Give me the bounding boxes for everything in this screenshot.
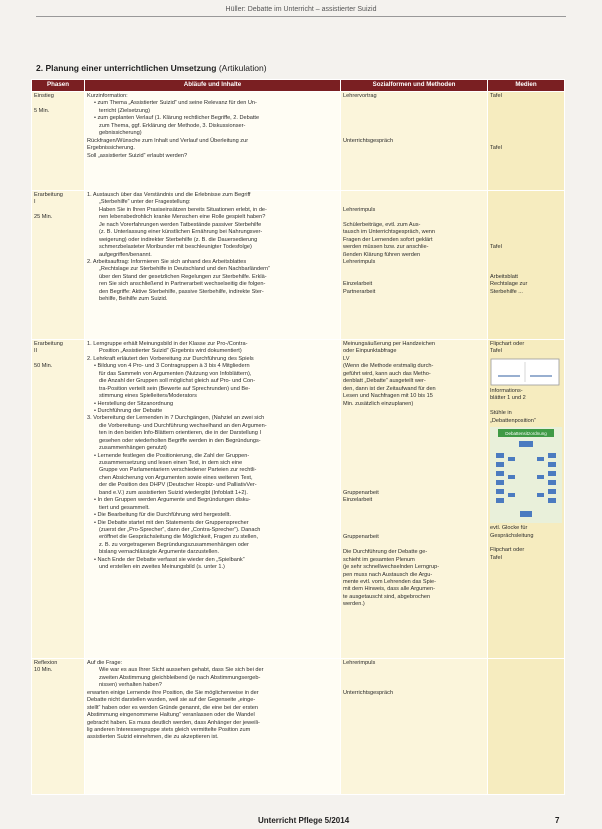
media-cell bbox=[488, 659, 565, 795]
text-line: zweiten Abstimmung gleichbleibend (je nach Abstimmungsergeb- bbox=[99, 674, 261, 681]
text-line bbox=[490, 207, 562, 214]
content-cell bbox=[85, 92, 341, 191]
text-line: Erarbeitung bbox=[34, 192, 63, 198]
text-line bbox=[490, 199, 562, 206]
table-row bbox=[32, 340, 565, 659]
text-line: Wie war es aus Ihrer Sicht aussehen gehabt, dass Sie sich bei der bbox=[99, 667, 264, 674]
text-line: II bbox=[34, 348, 38, 355]
text-line: Fragen der Lernenden sofort geklärt bbox=[343, 236, 433, 243]
content-cell bbox=[85, 191, 341, 340]
text-line bbox=[343, 505, 485, 512]
text-line: • Lernende festlegen die Positionierung, die Zahl der Gruppen- bbox=[94, 452, 250, 459]
text-line bbox=[343, 430, 485, 437]
text-line bbox=[343, 192, 485, 199]
section-title-paren: (Artikulation) bbox=[218, 63, 267, 73]
text-line: Unterrichtsgespräch bbox=[343, 137, 394, 144]
text-line bbox=[343, 445, 485, 452]
table-row bbox=[32, 92, 565, 191]
text-line: Unterrichtsgespräch bbox=[343, 689, 394, 696]
text-line: tiert und gesammelt. bbox=[99, 504, 150, 511]
phase-cell bbox=[32, 92, 85, 191]
text-line bbox=[343, 100, 485, 107]
text-line: (je sehr schnellwechselnden Lerngrup- bbox=[343, 564, 440, 571]
text-line: Abstimmung eingenommene Haltung“ veranlassen oder die Wandel bbox=[87, 712, 255, 719]
section-title bbox=[36, 63, 267, 73]
header-content: Abläufe und Inhalte bbox=[85, 80, 341, 92]
media-cell bbox=[488, 191, 565, 340]
text-line: • Bildung von 4 Pro- und 3 Contragruppen à 3 bis 4 Mitgliedern bbox=[94, 363, 250, 370]
section-title-text: Planung einer unterrichtlichen Umsetzung bbox=[45, 63, 217, 73]
text-line bbox=[343, 527, 485, 534]
text-line: Lehrervortrag bbox=[343, 93, 377, 99]
text-line: Tafel bbox=[490, 554, 502, 561]
running-header: Hüller: Debatte im Unterricht – assistierter Suizid bbox=[225, 6, 377, 13]
text-line: • In den Gruppen werden Argumente und Begründungen disku- bbox=[94, 497, 251, 504]
text-line: nen lebensbedrohlich kranke Menschen eine Rolle gespielt haben? bbox=[99, 214, 266, 221]
text-line: zum Thema, ggf. Erklärung der Methode, 3. Diskussionser- bbox=[99, 122, 246, 129]
content-cell bbox=[85, 659, 341, 795]
table-header-row bbox=[32, 80, 565, 92]
text-line: werden.) bbox=[343, 601, 365, 608]
text-line: 25 Min. bbox=[34, 214, 53, 221]
text-line bbox=[490, 266, 562, 273]
flipchart-sketch-image bbox=[490, 358, 560, 386]
media-cell bbox=[488, 92, 565, 191]
text-line: LV bbox=[343, 355, 350, 362]
header-methods: Sozialformen und Methoden bbox=[341, 80, 488, 92]
text-line: geführt wird, kann auch das Metho- bbox=[343, 370, 431, 377]
page-number: 7 bbox=[555, 816, 560, 825]
text-line: Stühle in bbox=[490, 410, 512, 417]
text-line: (zuerst der „Pro-Sprecher“, dann der „Contra-Sprecher“). Danach bbox=[99, 526, 261, 533]
text-line: (Wenn die Methode erstmalig durch- bbox=[343, 363, 434, 370]
text-line: Tafel bbox=[490, 348, 502, 355]
text-line: bislang vernachlässigte Argumente darzustellen. bbox=[99, 549, 220, 556]
text-line: zusammensetzung und lesen einen Text, in dem sich eine bbox=[99, 460, 243, 466]
text-line: • Durchführung der Debatte bbox=[94, 407, 163, 414]
text-line: tausch im Unterrichtsgespräch, wenn bbox=[343, 229, 436, 236]
articulation-table bbox=[31, 79, 565, 795]
text-line: stellt“ haben oder es werden Gründe genannt, die eine bei der ersten bbox=[87, 704, 259, 711]
method-cell bbox=[341, 659, 488, 795]
text-line bbox=[34, 356, 82, 363]
text-line bbox=[343, 682, 485, 689]
text-line bbox=[490, 237, 562, 244]
text-line: denblatt „Debatte“ ausgeteilt wer- bbox=[343, 378, 426, 385]
text-line: I bbox=[34, 199, 36, 206]
text-line bbox=[343, 438, 485, 445]
text-line: schieht im gesamten Plenum bbox=[343, 556, 415, 563]
text-line: Tafel bbox=[490, 244, 502, 251]
text-line: lig anderen Interessengruppe stets gleich vermittelte Position zum bbox=[87, 726, 251, 733]
text-line bbox=[343, 214, 485, 221]
text-line: Ergebnissicherung. bbox=[87, 145, 135, 152]
text-line: blätter 1 und 2 bbox=[490, 395, 526, 402]
text-line: Einstieg bbox=[34, 93, 54, 99]
header-media: Medien bbox=[488, 80, 565, 92]
text-line: 1. Lerngruppe erhält Meinungsbild in der Klasse zur Pro-/Contra- bbox=[87, 341, 248, 347]
text-line: 2. Lehrkraft erläutert den Vorbereitung zur Durchführung des Spiels bbox=[87, 355, 254, 362]
text-line: terricht (Zielsetzung) bbox=[99, 107, 150, 114]
text-line: 1. Austausch über das Verständnis und die Erlebnisse zum Begriff bbox=[87, 192, 251, 198]
text-line bbox=[343, 482, 485, 489]
text-line: • zum geplanten Verlauf (1. Klärung rechtlicher Begriffe, 2. Debatte bbox=[94, 115, 260, 122]
text-line: (z. B. Unterlassung einer künstlichen Ernährung bei Nahrungsver- bbox=[99, 229, 263, 236]
text-line: Informations- bbox=[490, 387, 523, 394]
text-line: band e.V.) zum assistierten Suizid wiedergibt (Infoblatt 1+2). bbox=[99, 489, 248, 496]
text-line bbox=[343, 415, 485, 422]
text-line: pen muss nach Austausch die Argu- bbox=[343, 571, 433, 578]
media-lines-top bbox=[490, 341, 562, 356]
text-line bbox=[490, 192, 562, 199]
text-line: te ausgetauscht sind, abgebrochen bbox=[343, 593, 431, 600]
text-line bbox=[490, 540, 562, 547]
text-line: z. B. zu vorgetragenen Begründungszusammenhängen oder bbox=[99, 541, 249, 548]
text-line bbox=[490, 130, 562, 137]
text-line bbox=[343, 130, 485, 137]
text-line bbox=[490, 222, 562, 229]
text-line bbox=[343, 423, 485, 430]
text-line bbox=[490, 123, 562, 130]
text-line: die Anzahl der Gruppen soll möglichst gleich auf Pro- und Con- bbox=[99, 378, 256, 385]
text-line: Die Durchführung der Debatte ge- bbox=[343, 549, 428, 556]
text-line: den, dann ist der Zeitaufwand für den bbox=[343, 385, 436, 392]
text-line: mit dem Hinweis, dass alle Argumen- bbox=[343, 586, 436, 593]
method-cell bbox=[341, 92, 488, 191]
text-line bbox=[343, 542, 485, 549]
seating-plan-image bbox=[490, 427, 562, 523]
text-line bbox=[34, 207, 82, 214]
text-line: Schülerbeiträge, evtl. zum Aus- bbox=[343, 221, 421, 228]
text-line bbox=[490, 252, 562, 259]
media-cell bbox=[488, 340, 565, 659]
table-row bbox=[32, 659, 565, 795]
text-line: Position „Assistierter Suizid“ (Ergebnis wird dokumentiert) bbox=[99, 348, 242, 355]
text-line: „Sterbehilfe“ unter der Fragestellung: bbox=[99, 199, 191, 206]
text-line: Gruppenarbeit bbox=[343, 534, 379, 541]
phase-cell bbox=[32, 340, 85, 659]
text-line bbox=[490, 403, 562, 410]
text-line: Einzelarbeit bbox=[343, 497, 373, 504]
text-line: Reflexion bbox=[34, 660, 58, 666]
text-line bbox=[490, 138, 562, 145]
section-number: 2. bbox=[36, 63, 44, 73]
text-line: ren Sie sich anschließend in Partnerarbeit wechselseitig die folgen- bbox=[99, 281, 266, 288]
text-line: 10 Min. bbox=[34, 667, 53, 674]
text-line: • zum Thema „Assistierter Suizid“ und seine Relevanz für den Un- bbox=[94, 100, 257, 107]
text-line: nissen) verhalten haben? bbox=[99, 682, 162, 689]
text-line: eröffnet die Gesprächsleitung die Möglichkeit, Fragen zu stellen, bbox=[99, 534, 259, 541]
text-line bbox=[343, 108, 485, 115]
text-line: über den Stand der gesetzlichen Regelungen zur Sterbehilfe. Erklä- bbox=[99, 273, 267, 280]
text-line: Auf die Frage: bbox=[87, 660, 123, 666]
text-line: gebracht haben. Es muss deutlich werden, dass Anhänger der jeweili- bbox=[87, 719, 260, 726]
text-line: Lehrerimpuls bbox=[343, 258, 376, 265]
text-line: Gesprächsleitung bbox=[490, 532, 534, 539]
text-line: behilfe, Beihilfe zum Suizid. bbox=[99, 296, 168, 303]
table-row bbox=[32, 191, 565, 340]
text-line bbox=[490, 259, 562, 266]
text-line: ßenden Klärung führen werden bbox=[343, 251, 421, 258]
text-line: • Nach Ende der Debatte verfasst sie wieder den „Spielbank“ bbox=[94, 556, 245, 563]
text-line: Rückfragen/Wünsche zum Inhalt und Verlauf und Überleitung zur bbox=[87, 137, 249, 144]
text-line: Kurzinformation: bbox=[87, 93, 128, 99]
text-line bbox=[490, 100, 562, 107]
text-line: 5 Min. bbox=[34, 107, 50, 114]
text-line: • Die Debatte startet mit den Statements der Gruppensprecher bbox=[94, 519, 249, 526]
text-line: Sterbehilfe ... bbox=[490, 288, 523, 295]
media-lines-bottom bbox=[490, 525, 562, 562]
text-line bbox=[343, 512, 485, 519]
method-cell bbox=[341, 191, 488, 340]
text-line: „Debattenposition“ bbox=[490, 417, 536, 424]
text-line: Tafel bbox=[490, 145, 502, 152]
seating-plan-label: Debattensitzordnung bbox=[505, 431, 547, 437]
text-line: tra-Position verteilt sein (Bewerte auf Sprechrunden) und Be- bbox=[99, 385, 251, 392]
text-line: den Begriffe: Aktive Sterbehilfe, passive Sterbehilfe, indirekte Ster- bbox=[99, 288, 264, 295]
text-line: Gruppenarbeit bbox=[343, 489, 379, 496]
text-line: Lehrerimpuls bbox=[343, 660, 376, 666]
text-line bbox=[343, 667, 485, 674]
text-line bbox=[343, 199, 485, 206]
text-line: gesehen oder wiederholten Begriffe werden in den Begründungs- bbox=[99, 437, 261, 444]
text-line: chen Absicherung von Argumenten sowie eines weiteren Text, bbox=[99, 474, 253, 481]
text-line bbox=[343, 115, 485, 122]
text-line: • Die Bearbeitung für die Durchführung wird hergestellt. bbox=[94, 512, 231, 519]
text-line bbox=[34, 100, 82, 107]
text-line: 3. Vorbereitung der Lernenden in 7 Durchgängen, (Nahziel an zwei sich bbox=[87, 415, 265, 422]
text-line: Debatte nicht darstellen wurden, weil sie auf der Gegenseite „einge- bbox=[87, 697, 256, 704]
text-line: Min. zusätzlich einzuplanen) bbox=[343, 400, 414, 407]
text-line: Je nach Vorerfahrungen werden Tatbestände passiver Sterbehilfe bbox=[99, 221, 262, 228]
text-line: stimmung eines Spielleiters/Moderators bbox=[99, 393, 197, 400]
text-line: 2. Arbeitsauftrag: Informieren Sie sich anhand des Arbeitsblattes bbox=[87, 258, 247, 265]
text-line: werden müssen bzw. zur anschlie- bbox=[343, 244, 429, 251]
text-line: Gruppe von Parlamentariern verschiedener Parteien zur rechtli- bbox=[99, 467, 257, 474]
footer-journal-title: Unterricht Pflege 5/2014 bbox=[258, 816, 350, 825]
text-line bbox=[490, 214, 562, 221]
header-rule bbox=[36, 16, 566, 17]
text-line: 50 Min. bbox=[34, 363, 53, 370]
text-line: „Rechtslage zur Sterbehilfe in Deutschland und den Nachbarländern“ bbox=[99, 266, 271, 273]
text-line: weigerung) oder indirekter Sterbehilfe (z. B. die Dauersedierung bbox=[99, 236, 258, 243]
content-cell bbox=[85, 340, 341, 659]
text-line: • Herstellung der Sitzanordnung bbox=[94, 400, 174, 407]
text-line: aufgegriffen/benannt. bbox=[99, 251, 152, 258]
text-line: mente evtl. vom Lehrenden das Spie- bbox=[343, 579, 436, 585]
phase-cell bbox=[32, 659, 85, 795]
text-line: schmerzbelasteter Moribunder mit beschleunigter Todesfolge) bbox=[99, 244, 252, 251]
text-line bbox=[343, 675, 485, 682]
text-line: Meinungsäußerung per Handzeichen bbox=[343, 341, 436, 347]
text-line: gebnissicherung) bbox=[99, 130, 142, 137]
text-line bbox=[343, 467, 485, 474]
text-line: Flipchart oder bbox=[490, 547, 525, 554]
text-line: Arbeitsblatt bbox=[490, 273, 518, 280]
text-line: assistierten Suizid einnehmen, die zu akzeptieren ist. bbox=[87, 734, 219, 741]
text-line: Rechtslage zur bbox=[490, 281, 528, 288]
text-line: Einzelarbeit bbox=[343, 281, 373, 288]
text-line: die Vorbereitung- und Durchführung wechselhand an den Argumen- bbox=[99, 422, 267, 429]
text-line bbox=[343, 475, 485, 482]
text-line: oder Einpunktabfrage bbox=[343, 348, 397, 355]
text-line bbox=[343, 123, 485, 130]
text-line: zusammenhängen genutzt) bbox=[99, 445, 167, 452]
text-line: Tafel bbox=[490, 93, 502, 99]
text-line: Lesen und Nachfragen mit 10 bis 15 bbox=[343, 393, 433, 400]
text-line bbox=[343, 520, 485, 527]
text-line bbox=[490, 115, 562, 122]
text-line bbox=[490, 229, 562, 236]
text-line bbox=[343, 266, 485, 273]
phase-cell bbox=[32, 191, 85, 340]
media-lines-mid bbox=[490, 388, 562, 425]
text-line: erwarten einige Lernende ihre Position, die Sie möglicherweise in der bbox=[87, 689, 259, 696]
text-line: Lehrerimpuls bbox=[343, 206, 376, 213]
method-cell bbox=[341, 340, 488, 659]
text-line bbox=[343, 408, 485, 415]
text-line: Haben Sie in Ihren Praxiseinsätzen bereits Situationen erlebt, in de- bbox=[99, 206, 267, 213]
text-line bbox=[343, 460, 485, 467]
text-line bbox=[343, 274, 485, 281]
text-line: für das Sammeln von Argumenten (Nutzung von Infoblättern), bbox=[99, 370, 252, 377]
text-line: Flipchart oder bbox=[490, 341, 525, 347]
text-line: Partnerarbeit bbox=[343, 288, 376, 295]
text-line: Erarbeitung bbox=[34, 341, 63, 347]
text-line: Soll „assistierter Suizid“ erlaubt werden? bbox=[87, 152, 188, 159]
text-line: evtl. Glocke für bbox=[490, 525, 528, 532]
text-line bbox=[343, 453, 485, 460]
text-line: der die Position des DHPV (Deutscher Hospiz- und PalliativVer- bbox=[99, 482, 257, 489]
text-line bbox=[490, 108, 562, 115]
text-line: ten in den beiden Info-Blättern orientieren, die in der Darstellung I bbox=[99, 430, 262, 437]
text-line: und erstellen ein zweites Meinungsbild (s. unter 1.) bbox=[99, 564, 225, 571]
header-phases: Phasen bbox=[32, 80, 85, 92]
